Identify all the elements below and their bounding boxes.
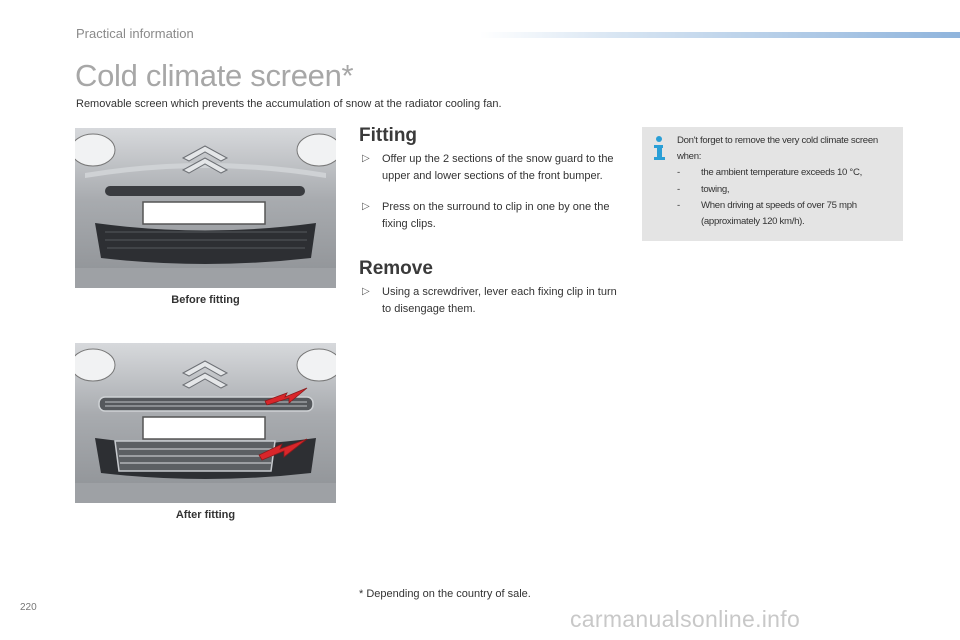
page-number: 220 — [20, 602, 37, 613]
remove-step — [362, 284, 624, 317]
dash-bullet: - — [677, 183, 680, 195]
footnote: * Depending on the country of sale. — [359, 588, 531, 600]
info-intro: Don't forget to remove the very cold climate screen when: — [677, 135, 878, 163]
before-fitting-photo — [75, 128, 336, 288]
info-item-text: the ambient temperature exceeds 10 °C, — [701, 167, 862, 179]
dash-bullet: - — [677, 199, 680, 211]
before-fitting-caption: Before fitting — [171, 294, 240, 306]
title-asterisk: * — [341, 58, 354, 93]
fitting-step — [362, 199, 624, 232]
fitting-step-text: Offer up the 2 sections of the snow guard to the upper and lower sections of the front bumper. — [382, 153, 614, 182]
info-icon — [652, 135, 666, 161]
remove-step-text: Using a screwdriver, lever each fixing clip in turn to disengage them. — [382, 286, 617, 315]
info-list — [677, 165, 899, 230]
fitting-step-text: Press on the surround to clip in one by one the fixing clips. — [382, 201, 610, 230]
info-box — [642, 127, 903, 241]
page-title — [75, 58, 353, 94]
info-list-item — [677, 182, 899, 198]
section-header: Practical information — [76, 26, 194, 41]
step-marker-icon: ▷ — [362, 201, 370, 212]
info-item-text: towing, — [701, 183, 730, 195]
info-list-item — [677, 198, 899, 230]
info-item-text: When driving at speeds of over 75 mph (approximately 120 km/h). — [701, 199, 857, 228]
info-list-item — [677, 165, 899, 181]
page-subtitle: Removable screen which prevents the accumulation of snow at the radiator cooling fan. — [76, 98, 502, 110]
remove-heading: Remove — [359, 258, 433, 279]
page-title-text: Cold climate screen — [75, 58, 342, 93]
info-text — [677, 133, 899, 230]
step-marker-icon: ▷ — [362, 286, 370, 297]
watermark: carmanualsonline.info — [570, 606, 801, 632]
dash-bullet: - — [677, 167, 680, 179]
fitting-step — [362, 151, 624, 184]
fitting-heading: Fitting — [359, 125, 418, 146]
step-marker-icon: ▷ — [362, 153, 370, 164]
after-fitting-caption: After fitting — [175, 509, 236, 521]
after-fitting-photo — [75, 343, 336, 503]
header-gradient-bar — [480, 32, 960, 38]
